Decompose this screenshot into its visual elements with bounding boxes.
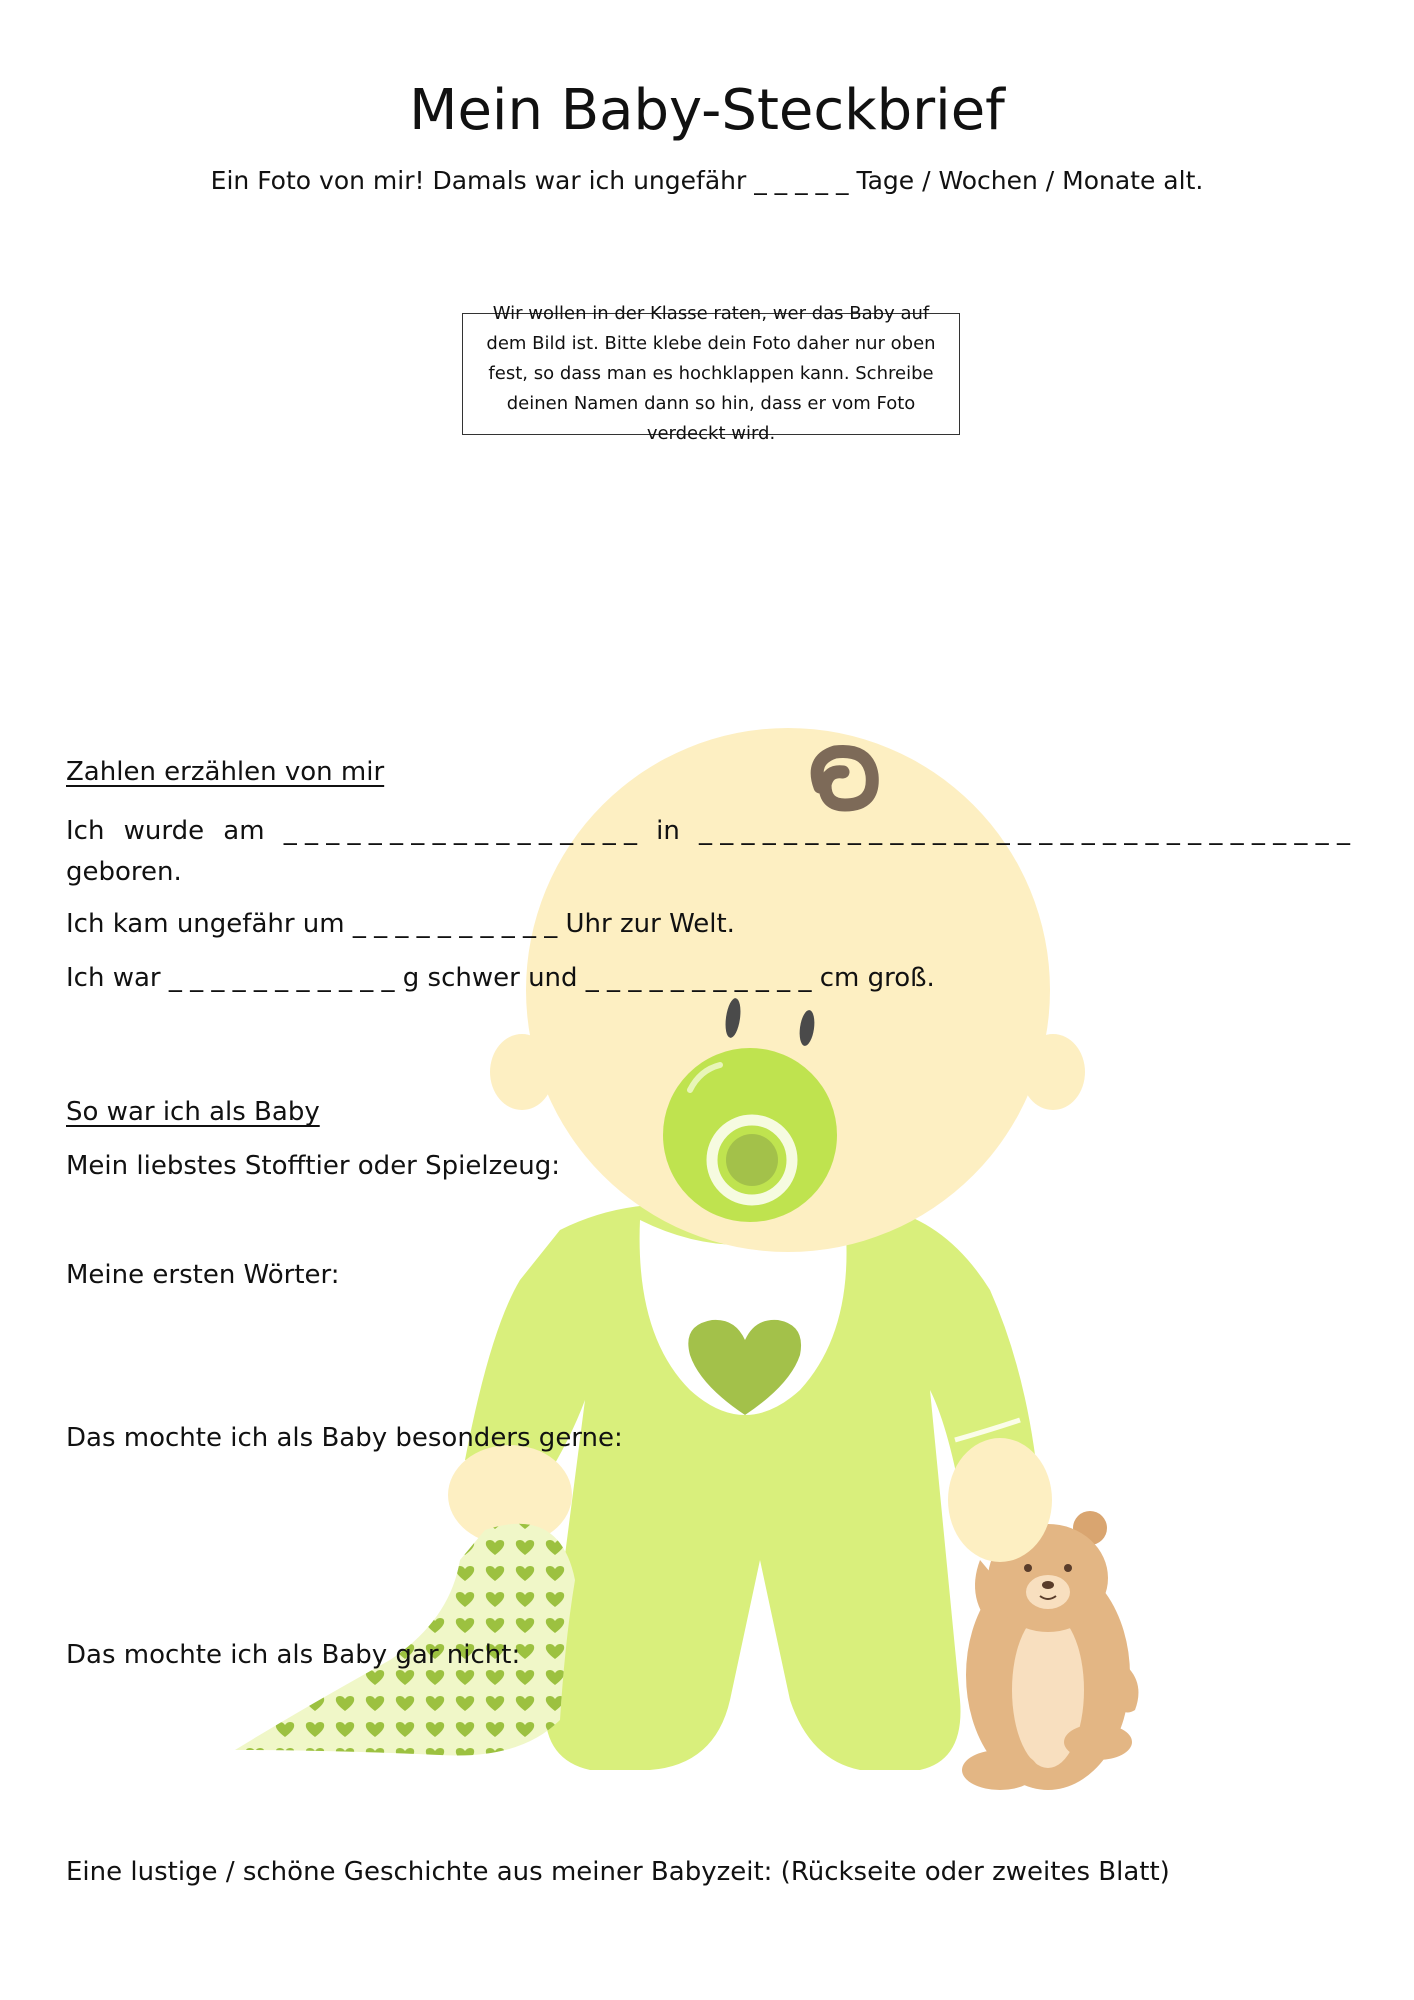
birth-date-place-line [66, 816, 1350, 846]
born-word-ich: Ich [66, 816, 105, 846]
weight-height-line: Ich war _ _ _ _ _ _ _ _ _ _ _ g schwer und _ _ _ _ _ _ _ _ _ _ _ cm groß. [66, 963, 935, 993]
right-hand-icon [948, 1438, 1052, 1562]
instruction-text: Wir wollen in der Klasse raten, wer das Baby auf dem Bild ist. Bitte klebe dein Foto daher nur oben fest, so dass man es hochklappen kann. Schreibe deinen Namen dann so hin, dass er vom Foto verdeckt wird. [486, 303, 936, 444]
birth-time-line: Ich kam ungefähr um _ _ _ _ _ _ _ _ _ _ Uhr zur Welt. [66, 909, 735, 939]
section-heading-baby: So war ich als Baby [66, 1097, 320, 1127]
favorite-toy-label: Mein liebstes Stofftier oder Spielzeug: [66, 1151, 560, 1181]
born-word-in: in [656, 816, 680, 846]
born-word-am: am [223, 816, 265, 846]
first-words-label: Meine ersten Wörter: [66, 1260, 340, 1290]
pacifier-icon [663, 1048, 837, 1222]
birth-date-blank: _ _ _ _ _ _ _ _ _ _ _ _ _ _ _ _ _ [283, 816, 637, 846]
disliked-label: Das mochte ich als Baby gar nicht: [66, 1640, 521, 1670]
born-end-text: geboren. [66, 857, 182, 887]
birth-place-blank: _ _ _ _ _ _ _ _ _ _ _ _ _ _ _ _ _ _ _ _ _ _ _ _ _ _ _ _ _ _ _ [699, 816, 1350, 846]
born-word-wurde: wurde [123, 816, 205, 846]
section-heading-numbers: Zahlen erzählen von mir [66, 757, 385, 787]
story-line: Eine lustige / schöne Geschichte aus meiner Babyzeit: (Rückseite oder zweites Blatt) [66, 1857, 1170, 1887]
liked-label: Das mochte ich als Baby besonders gerne: [66, 1423, 623, 1453]
photo-age-line: Ein Foto von mir! Damals war ich ungefähr _ _ _ _ _ Tage / Wochen / Monate alt. [210, 166, 1204, 195]
page-title: Mein Baby-Steckbrief [409, 78, 1005, 143]
